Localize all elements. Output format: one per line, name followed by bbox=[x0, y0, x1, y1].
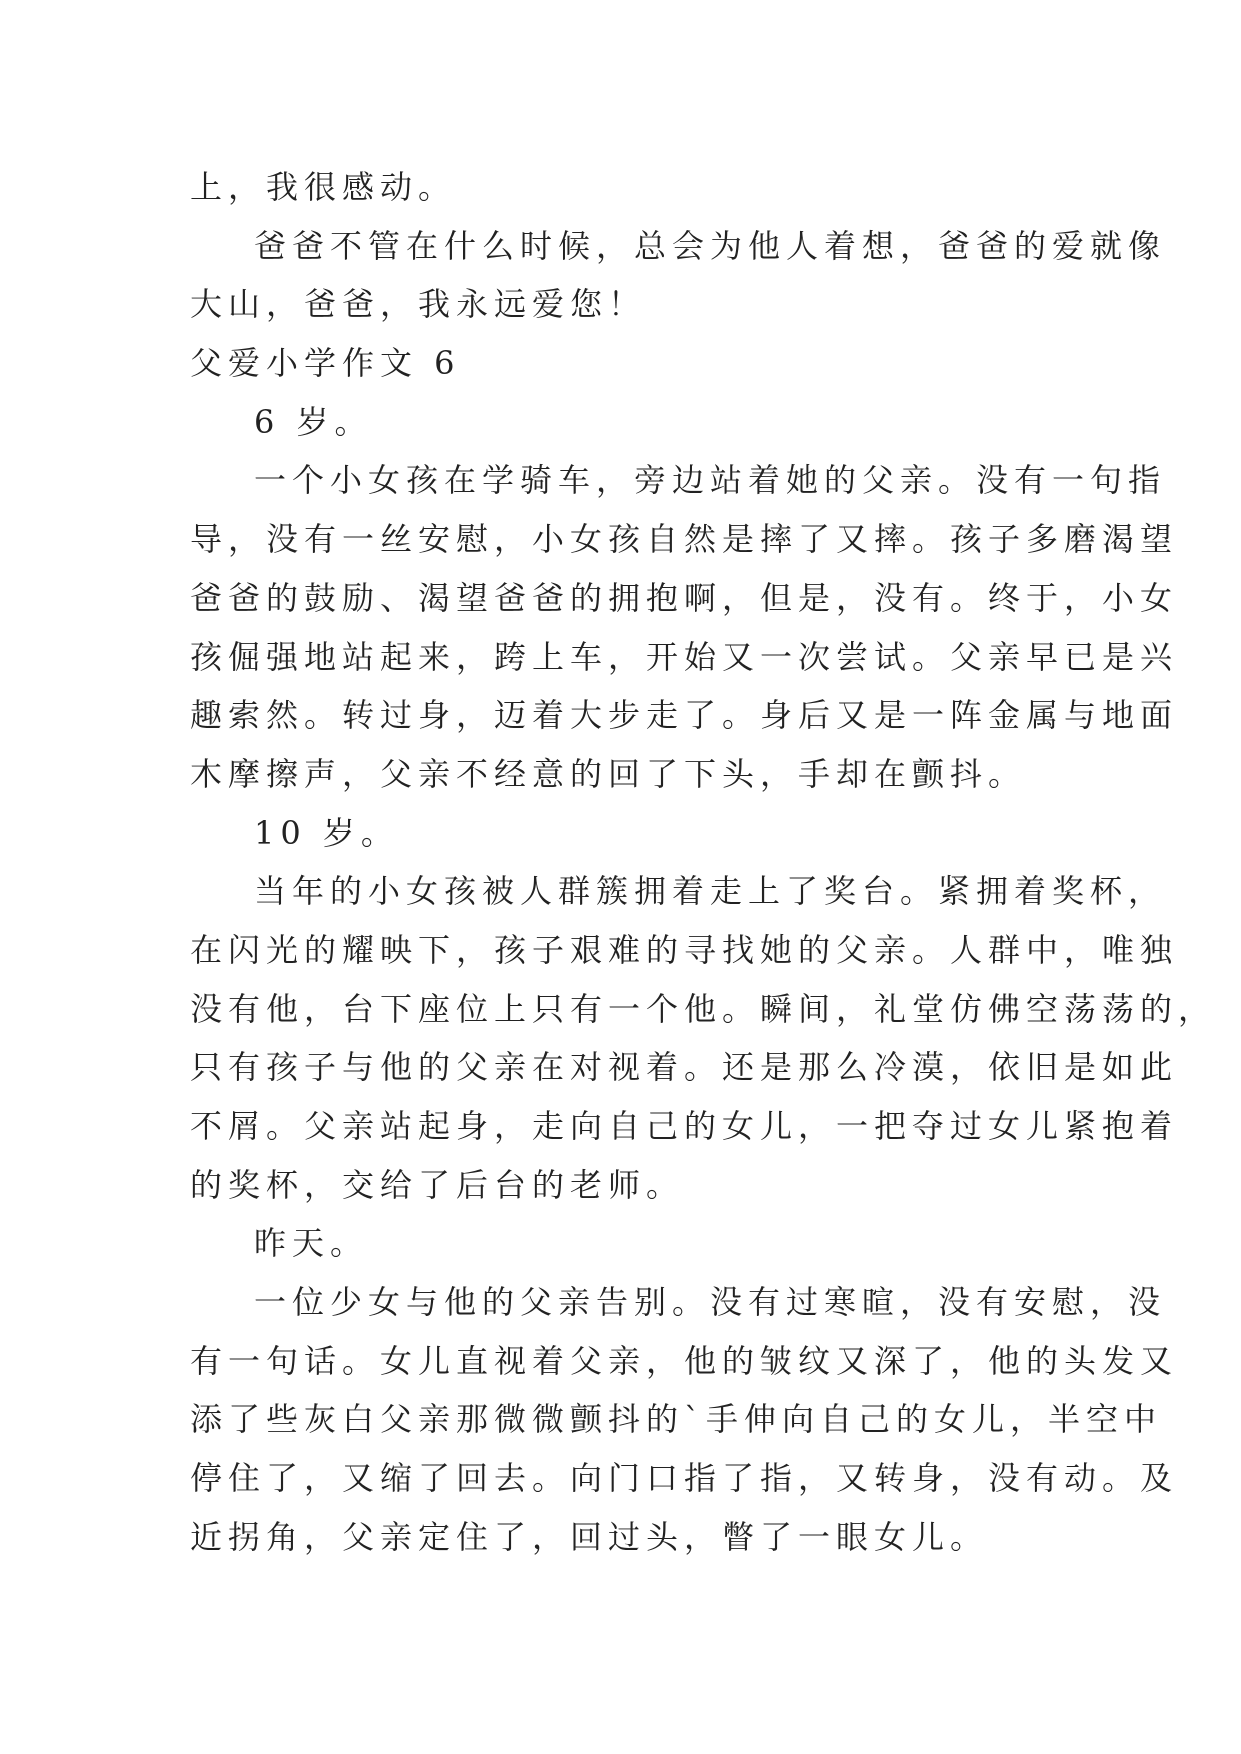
text-line: 一位少女与他的父亲告别。没有过寒暄，没有安慰，没 bbox=[254, 1283, 1167, 1322]
text-line: 爸爸的鼓励、渴望爸爸的拥抱啊，但是，没有。终于，小女 bbox=[190, 578, 1179, 617]
text-line: 有一句话。女儿直视着父亲，他的皱纹又深了，他的头发又 bbox=[190, 1341, 1179, 1380]
text-line: 昨天。 bbox=[254, 1224, 369, 1263]
document-body bbox=[190, 158, 1217, 1567]
text-line: 当年的小女孩被人群簇拥着走上了奖台。紧拥着奖杯， bbox=[254, 872, 1167, 911]
text-line: 趣索然。转过身，迈着大步走了。身后又是一阵金属与地面 bbox=[190, 696, 1179, 735]
text-line: 近拐角，父亲定住了，回过头，瞥了一眼女儿。 bbox=[190, 1517, 989, 1556]
text-line: 添了些灰白父亲那微微颤抖的`手伸向自己的女儿，半空中 bbox=[190, 1400, 1163, 1439]
text-line: 没有他，台下座位上只有一个他。瞬间，礼堂仿佛空荡荡的， bbox=[190, 989, 1217, 1028]
text-line: 6 岁。 bbox=[254, 402, 373, 441]
text-line: 木摩擦声，父亲不经意的回了下头，手却在颤抖。 bbox=[190, 754, 1027, 793]
text-line: 上，我很感动。 bbox=[190, 168, 457, 206]
text-line: 大山，爸爸，我永远爱您！ bbox=[190, 285, 647, 324]
text-line: 一个小女孩在学骑车，旁边站着她的父亲。没有一句指 bbox=[254, 461, 1167, 500]
text-line: 不屑。父亲站起身，走向自己的女儿，一把夺过女儿紧抱着 bbox=[190, 1107, 1179, 1145]
text-line: 10 岁。 bbox=[254, 813, 399, 852]
text-line: 爸爸不管在什么时候，总会为他人着想，爸爸的爱就像 bbox=[254, 226, 1167, 265]
text-line: 只有孩子与他的父亲在对视着。还是那么冷漠，依旧是如此 bbox=[190, 1048, 1179, 1087]
section-heading: 父爱小学作文 6 bbox=[190, 344, 461, 383]
text-line: 停住了，又缩了回去。向门口指了指，又转身，没有动。及 bbox=[190, 1459, 1179, 1498]
text-line: 在闪光的耀映下，孩子艰难的寻找她的父亲。人群中，唯独 bbox=[190, 930, 1179, 969]
text-line: 孩倔强地站起来，跨上车，开始又一次尝试。父亲早已是兴 bbox=[190, 637, 1179, 676]
text-line: 导，没有一丝安慰，小女孩自然是摔了又摔。孩子多磨渴望 bbox=[190, 520, 1179, 559]
text-line: 的奖杯，交给了后台的老师。 bbox=[190, 1165, 685, 1204]
